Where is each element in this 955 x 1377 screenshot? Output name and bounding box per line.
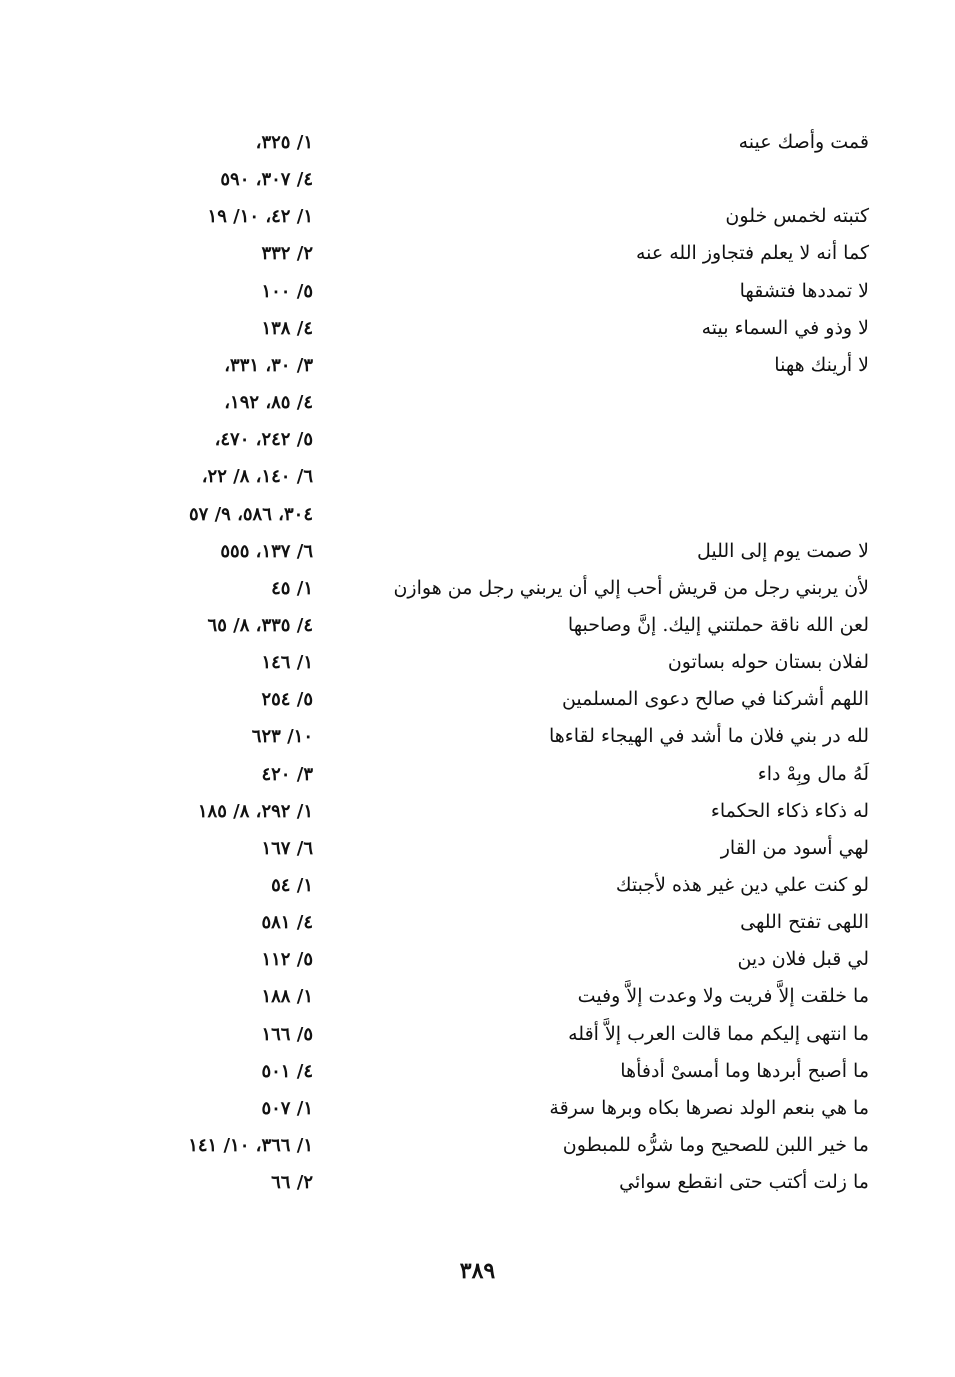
entry-phrase: لي قبل فلان دين [737,948,869,971]
entry-phrase: لهي أسود من القار [720,836,869,859]
entry-phrase: اللهم أشركنا في صالح دعوى المسلمين [561,688,869,711]
index-entry [0,570,955,607]
entry-reference: ٥/ ٢٤٢، ٤٧٠، [214,429,313,451]
entry-phrase: له ذكاء ذكاء الحكماء [710,799,869,822]
index-entry [0,1127,955,1164]
index-entry [0,458,955,495]
entry-reference: ١/ ٣٢٥، [255,132,313,153]
entry-reference: ٤/ ٣٠٧، ٥٩٠ [220,169,313,191]
entry-reference: ٤/ ٥٠١ [261,1060,313,1082]
index-entry [0,1164,955,1201]
index-entry [0,718,955,755]
entry-phrase: ما خير اللبن للصحيح وما شرُّه للمبطون [562,1134,869,1157]
index-entry [0,904,955,941]
entry-reference: ٥/ ١١٢ [261,949,313,971]
entry-reference: ٥/ ٢٥٤ [261,689,313,711]
entry-reference: ١٠/ ٦٢٣ [251,726,313,748]
entry-reference: ٦/ ١٤٠، ٨/ ٢٢، [201,466,313,488]
entry-reference: ١/ ١٨٨ [261,986,313,1008]
entry-reference: ٥/ ١٦٦ [261,1023,313,1045]
index-entry [0,756,955,793]
entry-phrase: لا تمددها فتشقها [739,279,869,302]
page-number: ٣٨٩ [459,1258,496,1284]
entry-reference: ١/ ١٤٦ [261,652,313,674]
index-entry [0,235,955,272]
index-entry [0,421,955,458]
index-entry [0,1053,955,1090]
entry-reference: ٣/ ٤٢٠ [261,763,313,785]
index-entry [0,867,955,904]
index-entry [0,1090,955,1127]
entry-reference: ٤/ ١٣٨ [261,317,313,339]
entry-phrase: ما خلقت إلاَّ فريت ولا وعدت إلاَّ وفيت [577,985,869,1008]
entry-phrase: ما أصبح أبردها وما أمسىْ أدفأها [620,1059,869,1082]
entry-phrase: لأن يربني رجل من قريش أحب إلي أن يربني رجل من هوازن [393,576,869,599]
entry-reference: ١/ ٣٦٦، ١٠/ ١٤١ [188,1135,313,1157]
entry-phrase: لا صمت يوم إلى الليل [696,539,869,562]
index-entry [0,533,955,570]
entry-reference: ١/ ٢٩٢، ٨/ ١٨٥ [197,800,313,822]
entry-reference: ٥/ ١٠٠ [261,280,313,302]
index-entry [0,830,955,867]
entry-phrase: ما هي بنعم الولد نصرها بكاه وبرها سرقة [549,1096,869,1119]
entry-reference: ٦/ ١٦٧ [261,837,313,859]
entry-reference: ١/ ٤٢، ١٠/ ١٩ [207,206,313,228]
entry-phrase: لا أرينك ههنا [774,353,869,376]
entry-reference: ٤/ ٨٥، ١٩٢، [224,392,313,414]
index-entry [0,310,955,347]
index-entry [0,198,955,235]
entry-phrase: لعن الله ناقة حملتني إليك. إنَّ وصاحبها [567,613,869,636]
entry-reference: ٤/ ٥٨١ [261,912,313,934]
index-entry [0,607,955,644]
entry-phrase: لفلان بستان حوله بساتون [667,651,869,674]
entry-reference: ١/ ٥٠٧ [261,1097,313,1119]
entry-reference: ٣/ ٣٠، ٣٣١، [224,354,313,376]
index-entry [0,1016,955,1053]
index-entry [0,793,955,830]
entry-phrase: اللهى تفتح اللهى [740,911,869,934]
index-entry [0,941,955,978]
entry-reference: ٢/ ٦٦ [271,1172,313,1194]
index-entry [0,681,955,718]
entry-phrase: لله در بني فلان ما أشد في الهيجاء لقاءها [549,725,869,748]
index-entry [0,384,955,421]
index-entry [0,496,955,533]
index-entry [0,978,955,1015]
entry-reference: ٦/ ١٣٧، ٥٥٥ [220,540,313,562]
index-entry [0,161,955,198]
index-entry [0,644,955,681]
entry-phrase: قمت وأصك عينه [738,131,869,153]
index-entry [0,347,955,384]
entry-reference: ٢/ ٣٣٢ [261,243,313,265]
index-entry [0,124,955,161]
entry-phrase: كتبته لخمس خلون [725,205,869,228]
entry-reference: ١/ ٤٥ [271,577,313,599]
entry-phrase: لو كنت علي دين غير هذه لأجبتك [615,874,869,896]
entry-phrase: ما انتهى إليكم مما قالت العرب إلاَّ أقله [568,1022,869,1045]
entry-reference: ٤/ ٣٣٥، ٨/ ٦٥ [207,614,313,636]
index-entry [0,273,955,310]
entry-phrase: ما زلت أكتب حتى انقطع سوائي [619,1171,869,1194]
entry-phrase: كما أنه لا يعلم فتجاوز الله عنه [635,242,869,265]
entry-reference: ٣٠٤، ٥٨٦، ٩/ ٥٧ [188,503,313,525]
entry-reference: ١/ ٥٤ [271,875,313,896]
entry-phrase: لا وذو في السماء بيته [701,316,869,339]
entry-phrase: لَهُ مال وبِهْ داء [757,762,869,785]
